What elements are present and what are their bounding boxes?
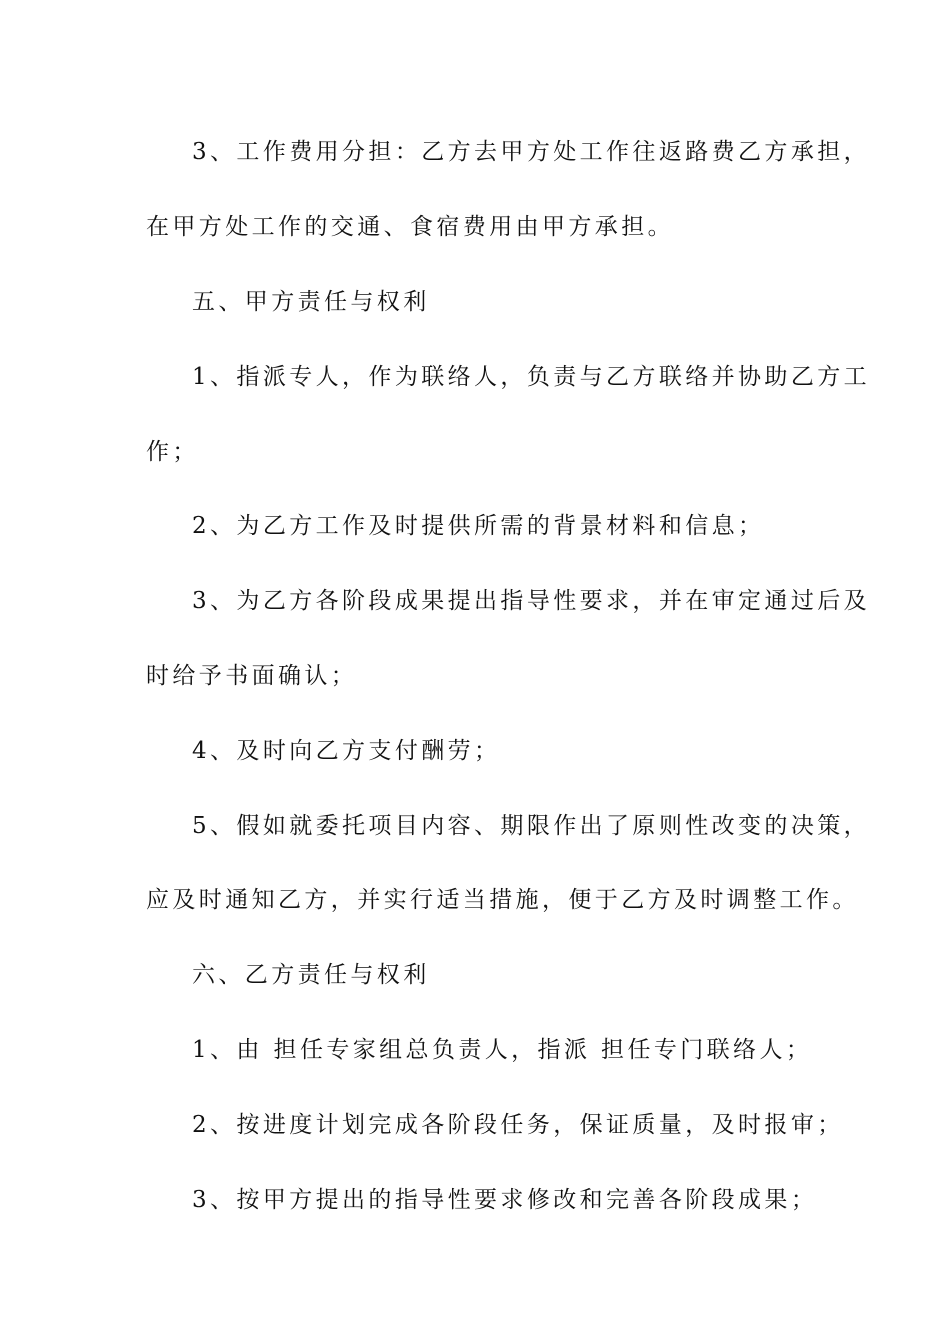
paragraph-line: 3、按甲方提出的指导性要求修改和完善各阶段成果； (192, 1187, 818, 1213)
paragraph-line: 作； (146, 439, 199, 465)
paragraph-line: 1、指派专人，作为联络人，负责与乙方联络并协助乙方工 (192, 364, 871, 390)
paragraph-line: 2、为乙方工作及时提供所需的背景材料和信息； (192, 513, 765, 539)
section-heading: 五、甲方责任与权利 (192, 289, 430, 315)
paragraph-line: 3、为乙方各阶段成果提出指导性要求，并在审定通过后及 (192, 588, 871, 614)
paragraph-line: 时给予书面确认； (146, 663, 358, 689)
paragraph-line: 在甲方处工作的交通、食宿费用由甲方承担。 (146, 214, 674, 240)
paragraph-line: 3、工作费用分担：乙方去甲方处工作往返路费乙方承担， (192, 139, 871, 165)
paragraph-line: 1、由 担任专家组总负责人，指派 担任专门联络人； (192, 1037, 813, 1063)
paragraph-line: 5、假如就委托项目内容、期限作出了原则性改变的决策， (192, 813, 871, 839)
section-heading: 六、乙方责任与权利 (192, 962, 430, 988)
paragraph-line: 2、按进度计划完成各阶段任务，保证质量，及时报审； (192, 1112, 844, 1138)
paragraph-line: 4、及时向乙方支付酬劳； (192, 738, 501, 764)
paragraph-line: 应及时通知乙方，并实行适当措施，便于乙方及时调整工作。 (146, 887, 859, 913)
